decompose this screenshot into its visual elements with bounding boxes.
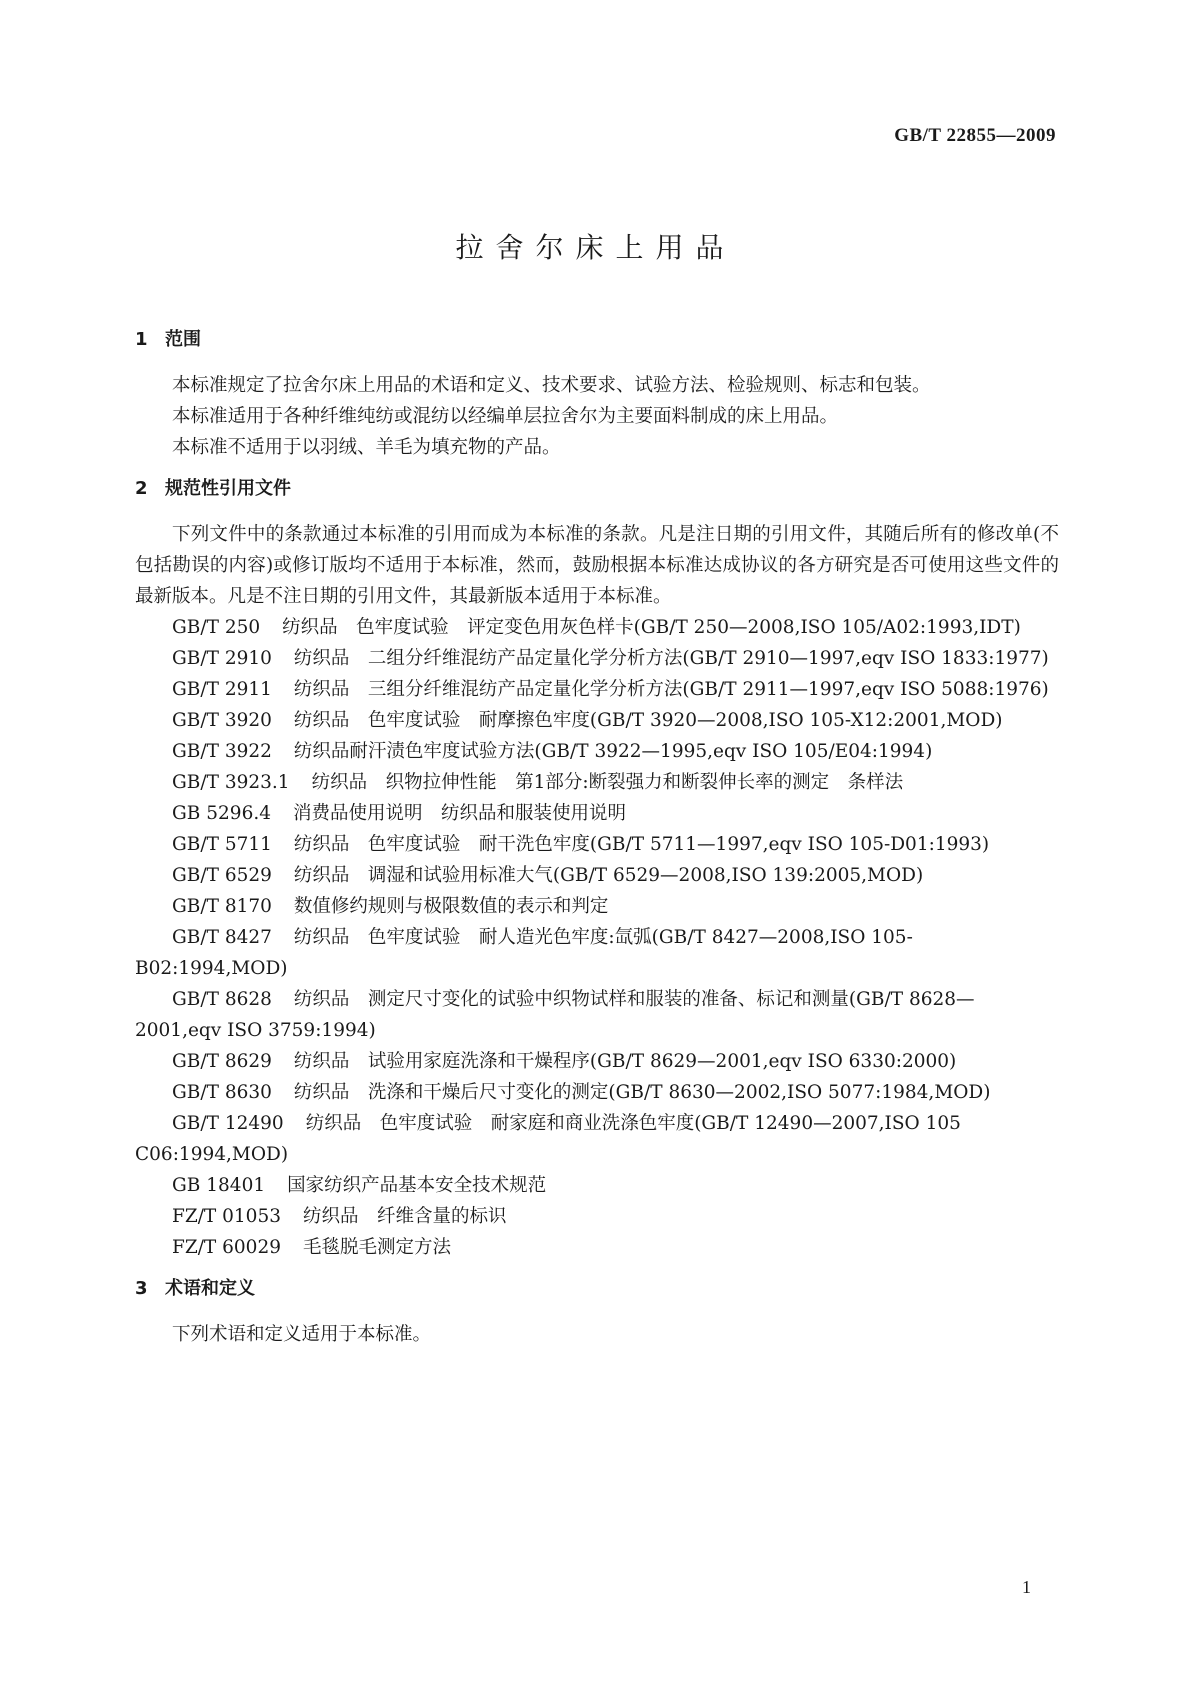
reference-code: GB/T 8170: [172, 896, 272, 917]
reference-entry: [135, 767, 1059, 798]
reference-entry: [135, 922, 1059, 984]
reference-entry: [135, 736, 1059, 767]
reference-entry: [135, 984, 1059, 1046]
reference-text: 纺织品耐汗渍色牢度试验方法(GB/T 3922—1995,eqv ISO 105/E04:1994): [293, 741, 933, 762]
reference-text: 数值修约规则与极限数值的表示和判定: [293, 896, 609, 917]
reference-text: 毛毯脱毛测定方法: [303, 1237, 452, 1258]
reference-code: GB/T 3923.1: [172, 772, 290, 793]
section-title: 术语和定义: [165, 1278, 255, 1299]
paragraph: 本标准规定了拉舍尔床上用品的术语和定义、技术要求、试验方法、检验规则、标志和包装。: [172, 375, 931, 396]
reference-code: GB/T 12490: [172, 1113, 284, 1134]
reference-text: 纺织品 色牢度试验 耐人造光色牢度:氙弧(GB/T 8427—2008,ISO 105-B02:1994,MOD): [135, 927, 913, 979]
reference-entry: [135, 643, 1059, 674]
document-body: [135, 328, 1059, 1350]
reference-code: GB/T 3922: [172, 741, 272, 762]
reference-entry: [135, 1108, 1059, 1170]
reference-text: 纺织品 二组分纤维混纺产品定量化学分析方法(GB/T 2910—1997,eqv ISO 1833:1977): [293, 648, 1049, 669]
standard-code: GB/T 22855—2009: [894, 125, 1056, 146]
reference-text: 纺织品 色牢度试验 耐干洗色牢度(GB/T 5711—1997,eqv ISO 105-D01:1993): [293, 834, 990, 855]
reference-code: GB/T 5711: [172, 834, 272, 855]
reference-entry: [135, 1201, 1059, 1232]
section-title: 规范性引用文件: [165, 478, 291, 499]
reference-entry: [135, 860, 1059, 891]
reference-text: 纺织品 三组分纤维混纺产品定量化学分析方法(GB/T 2911—1997,eqv ISO 5088:1976): [293, 679, 1049, 700]
reference-text: 纺织品 洗涤和干燥后尺寸变化的测定(GB/T 8630—2002,ISO 5077:1984,MOD): [293, 1082, 991, 1103]
paragraph: 下列术语和定义适用于本标准。: [172, 1324, 432, 1345]
document-title: 拉舍尔床上用品: [455, 231, 736, 264]
reference-code: GB/T 2910: [172, 648, 272, 669]
section-heading-terms-and-definitions: [135, 1277, 1059, 1301]
reference-entry: [135, 1046, 1059, 1077]
reference-list: [135, 612, 1059, 1263]
reference-text: 消费品使用说明 纺织品和服装使用说明: [293, 803, 627, 824]
section-number: 1: [135, 329, 148, 350]
reference-code: GB 18401: [172, 1175, 266, 1196]
references-intro: 下列文件中的条款通过本标准的引用而成为本标准的条款。凡是注日期的引用文件，其随后所有的修改单(不包括勘误的内容)或修订版均不适用于本标准，然而，鼓励根据本标准达成协议的各方研究是否可使用这些文件的最新版本。凡是不注日期的引用文件，其最新版本适用于本标准。: [135, 524, 1059, 607]
reference-text: 纺织品 色牢度试验 耐摩擦色牢度(GB/T 3920—2008,ISO 105-X12:2001,MOD): [293, 710, 1003, 731]
reference-code: GB/T 2911: [172, 679, 272, 700]
reference-text: 纺织品 织物拉伸性能 第1部分:断裂强力和断裂伸长率的测定 条样法: [311, 772, 904, 793]
reference-code: GB/T 6529: [172, 865, 272, 886]
reference-entry: [135, 798, 1059, 829]
paragraph: 本标准适用于各种纤维纯纺或混纺以经编单层拉舍尔为主要面料制成的床上用品。: [172, 406, 839, 427]
reference-text: 纺织品 测定尺寸变化的试验中织物试样和服装的准备、标记和测量(GB/T 8628—2001,eqv ISO 3759:1994): [135, 989, 975, 1041]
reference-entry: [135, 612, 1059, 643]
reference-code: FZ/T 01053: [172, 1206, 281, 1227]
reference-entry: [135, 1077, 1059, 1108]
reference-text: 纺织品 试验用家庭洗涤和干燥程序(GB/T 8629—2001,eqv ISO 6330:2000): [293, 1051, 957, 1072]
section-heading-scope: [135, 328, 1059, 352]
section-number: 2: [135, 478, 148, 499]
reference-code: GB/T 8630: [172, 1082, 272, 1103]
section-number: 3: [135, 1278, 148, 1299]
reference-code: GB/T 8629: [172, 1051, 272, 1072]
paragraph: 本标准不适用于以羽绒、羊毛为填充物的产品。: [172, 437, 561, 458]
reference-entry: [135, 829, 1059, 860]
page-number: 1: [1022, 1577, 1031, 1597]
reference-text: 纺织品 调湿和试验用标准大气(GB/T 6529—2008,ISO 139:2005,MOD): [293, 865, 924, 886]
reference-text: 纺织品 色牢度试验 耐家庭和商业洗涤色牢度(GB/T 12490—2007,ISO 105 C06:1994,MOD): [135, 1113, 961, 1165]
reference-entry: [135, 891, 1059, 922]
reference-entry: [135, 705, 1059, 736]
reference-code: GB 5296.4: [172, 803, 271, 824]
reference-code: FZ/T 60029: [172, 1237, 281, 1258]
reference-text: 纺织品 色牢度试验 评定变色用灰色样卡(GB/T 250—2008,ISO 105/A02:1993,IDT): [282, 617, 1021, 638]
section-title: 范围: [165, 329, 201, 350]
reference-entry: [135, 674, 1059, 705]
reference-entry: [135, 1170, 1059, 1201]
reference-code: GB/T 250: [172, 617, 261, 638]
section-heading-normative-references: [135, 477, 1059, 501]
reference-code: GB/T 3920: [172, 710, 272, 731]
reference-text: 纺织品 纤维含量的标识: [303, 1206, 507, 1227]
reference-code: GB/T 8427: [172, 927, 272, 948]
reference-entry: [135, 1232, 1059, 1263]
reference-code: GB/T 8628: [172, 989, 272, 1010]
reference-text: 国家纺织产品基本安全技术规范: [287, 1175, 547, 1196]
